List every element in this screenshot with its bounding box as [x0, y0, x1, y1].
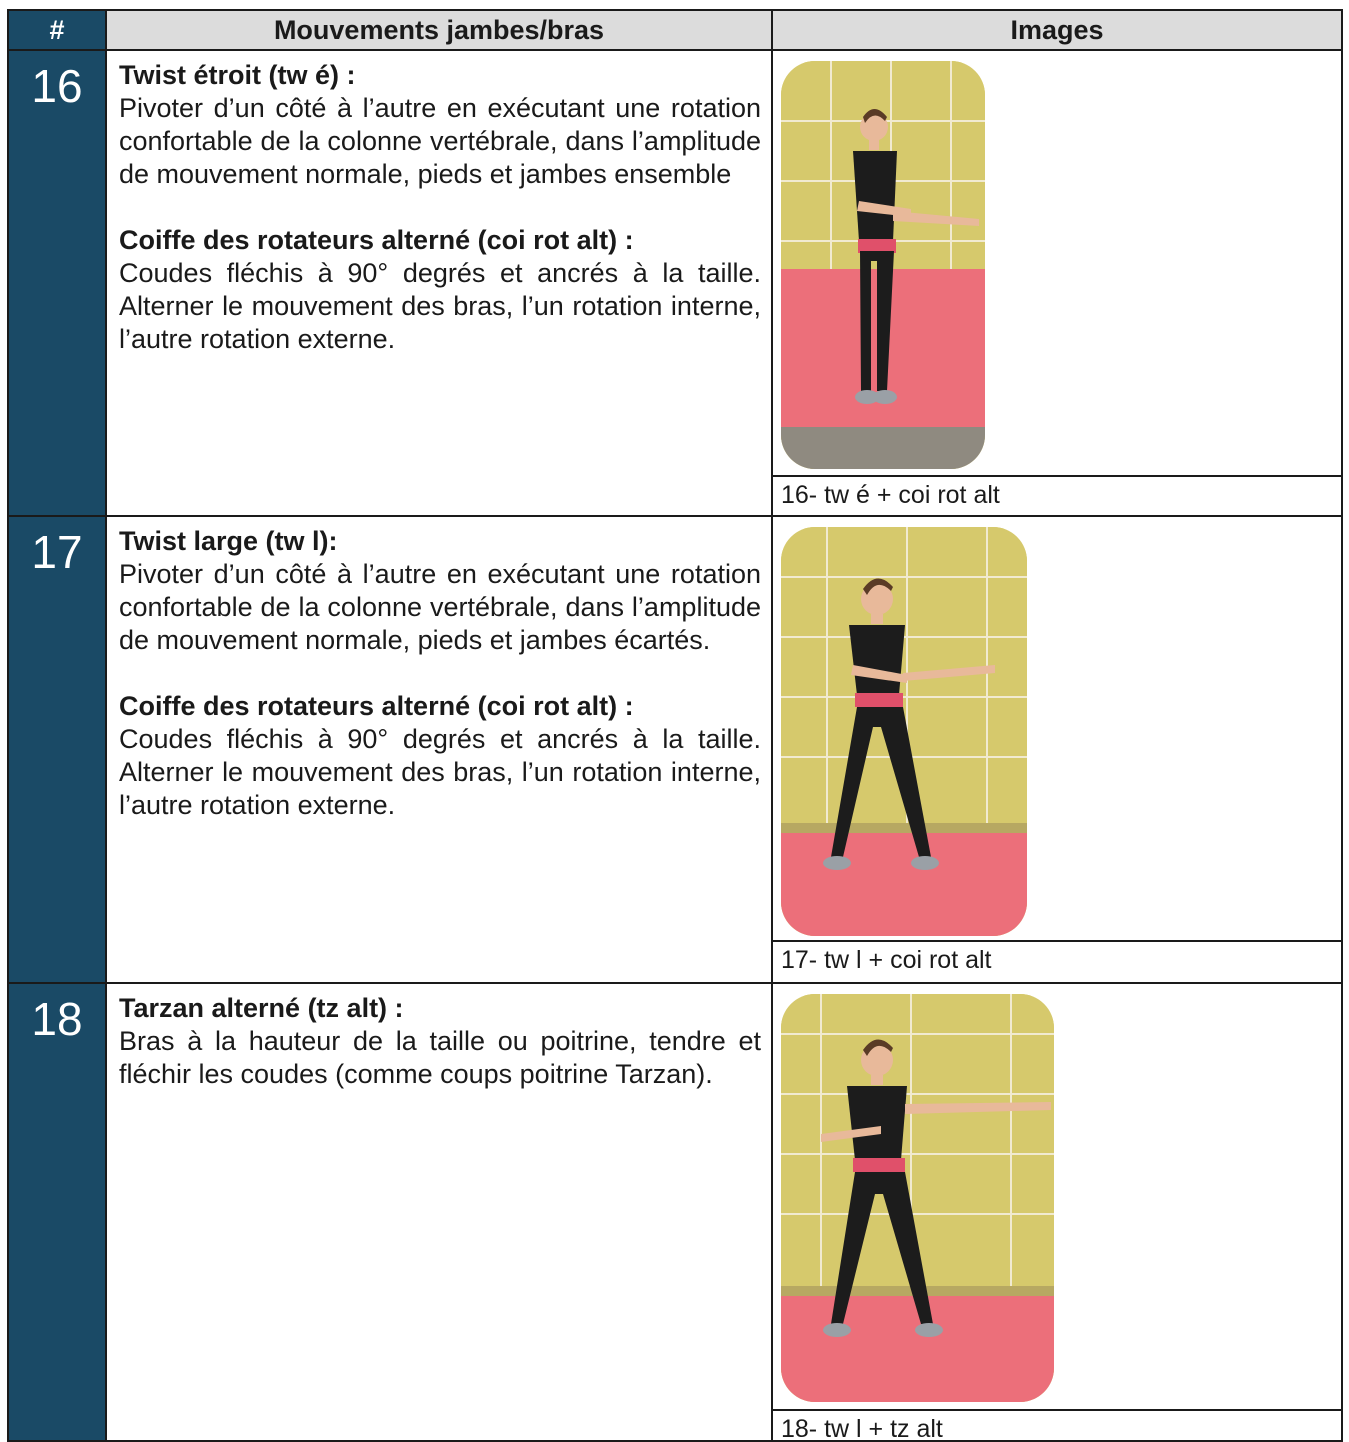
movement-text: Coudes fléchis à 90° degrés et ancrés à la taille. Alterner le mouvement des bras, l’un rotation interne, l’autre rotation externe.	[119, 258, 761, 354]
movement-title: Coiffe des rotateurs alterné (coi rot alt) :	[119, 225, 634, 255]
movement-title: Twist large (tw l):	[119, 526, 338, 556]
image-cell	[773, 51, 1341, 515]
table-row	[9, 51, 1341, 517]
movement-description	[107, 984, 773, 1442]
movement-text: Pivoter d’un côté à l’autre en exécutant une rotation confortable de la colonne vertébrale, dans l’amplitude de mouvement normale, pieds et jambes écartés.	[119, 559, 761, 655]
header-number: #	[9, 11, 107, 51]
image-caption: 18- tw l + tz alt	[781, 1415, 943, 1442]
exercise-photo	[781, 994, 1054, 1402]
row-number-cell	[9, 51, 107, 515]
movement-title: Coiffe des rotateurs alterné (coi rot alt) :	[119, 691, 634, 721]
image-cell	[773, 517, 1341, 982]
header-images: Images	[773, 11, 1341, 51]
movement-text: Coudes fléchis à 90° degrés et ancrés à la taille. Alterner le mouvement des bras, l’un rotation interne, l’autre rotation externe.	[119, 724, 761, 820]
row-number: 17	[31, 526, 83, 578]
exercise-photo	[781, 527, 1027, 936]
table-row	[9, 984, 1341, 1442]
image-cell	[773, 984, 1341, 1442]
row-number-cell	[9, 517, 107, 982]
row-number: 18	[31, 993, 83, 1045]
row-number-cell	[9, 984, 107, 1442]
movement-description	[107, 51, 773, 515]
image-caption: 17- tw l + coi rot alt	[781, 946, 992, 974]
movement-description	[107, 517, 773, 982]
movement-title: Twist étroit (tw é) :	[119, 60, 356, 90]
exercise-table	[7, 9, 1343, 1442]
table-row	[9, 517, 1341, 984]
movement-text: Pivoter d’un côté à l’autre en exécutant une rotation confortable de la colonne vertébrale, dans l’amplitude de mouvement normale, pieds et jambes ensemble	[119, 93, 761, 189]
movement-text: Bras à la hauteur de la taille ou poitrine, tendre et fléchir les coudes (comme coups poitrine Tarzan).	[119, 1026, 761, 1089]
movement-title: Tarzan alterné (tz alt) :	[119, 993, 404, 1023]
header-movements: Mouvements jambes/bras	[107, 11, 773, 51]
image-caption: 16- tw é + coi rot alt	[781, 481, 1000, 509]
exercise-photo	[781, 61, 985, 469]
row-number: 16	[31, 60, 83, 112]
